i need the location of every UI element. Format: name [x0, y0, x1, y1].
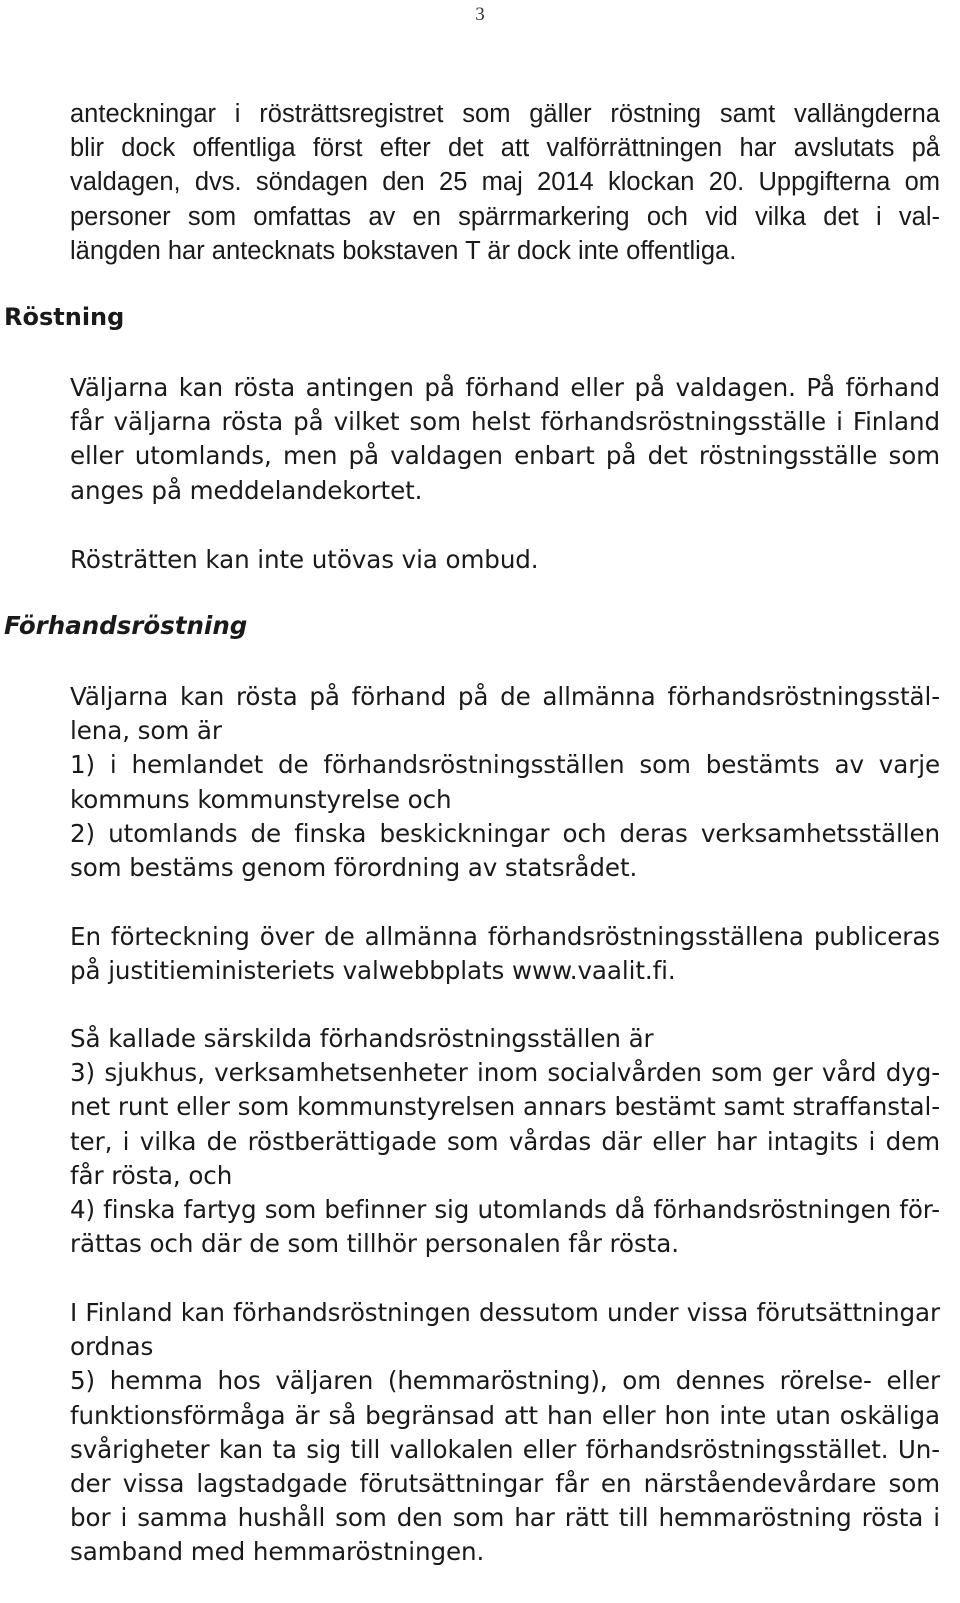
text-line: I Finland kan förhandsröstningen dessutom under vissa förutsättningar: [70, 1298, 940, 1327]
text-line: funktionsförmåga är så begränsad att han eller hon inte utan oskäliga: [70, 1400, 940, 1430]
text-line: der vissa lagstadgade förutsättningar får en närståendevårdare som: [70, 1469, 940, 1499]
text-line: eller utomlands, men på valdagen enbart på det röstningsställe som: [70, 441, 940, 471]
forhand-paragraph-1: [70, 680, 940, 885]
page-number: 3: [475, 4, 485, 25]
section-heading-forhandsrostning: Förhandsröstning: [4, 611, 248, 640]
rostning-paragraph-1: [70, 371, 940, 508]
text-line: ordnas: [70, 1332, 154, 1362]
text-line: längden har antecknats bokstaven T är dock inte offentliga.: [70, 236, 737, 265]
text-line: Så kallade särskilda förhandsröstningsställen är: [70, 1024, 654, 1053]
text-line: rättas och där de som tillhör personalen får rösta.: [70, 1229, 679, 1259]
text-line: som bestäms genom förordning av statsrådet.: [70, 853, 638, 883]
forhand-paragraph-2: [70, 920, 940, 988]
text-line: En förteckning över de allmänna förhandsröstningsställena publiceras: [70, 922, 940, 951]
text-line: 4) finska fartyg som befinner sig utomlands då förhandsröstningen för-: [70, 1195, 940, 1225]
text-line: Väljarna kan rösta på förhand på de allmänna förhandsröstningsstäl-: [70, 682, 940, 711]
text-line: Väljarna kan rösta antingen på förhand eller på valdagen. På förhand: [70, 373, 940, 402]
text-line: 1) i hemlandet de förhandsröstningsställen som bestämts av varje: [70, 750, 940, 780]
section-heading-rostning: Röstning: [4, 303, 125, 331]
text-line: svårigheter kan ta sig till vallokalen eller förhandsröstningsstället. Un-: [70, 1434, 940, 1464]
text-line: net runt eller som kommunstyrelsen annars bestämt samt straffanstal-: [70, 1092, 940, 1122]
text-line: lena, som är: [70, 716, 222, 746]
forhand-paragraph-4: [70, 1296, 940, 1570]
rostning-paragraph-2: [70, 543, 940, 577]
text-line: 3) sjukhus, verksamhetsenheter inom socialvården som ger vård dyg-: [70, 1058, 940, 1088]
text-line: 5) hemma hos väljaren (hemmaröstning), om dennes rörelse- eller: [70, 1366, 940, 1396]
text-line: bor i samma hushåll som den som har rätt till hemmaröstning rösta i: [70, 1503, 940, 1533]
text-line: på justitieministeriets valwebbplats www.vaalit.fi.: [70, 956, 676, 986]
text-line: får rösta, och: [70, 1160, 233, 1190]
text-line: 2) utomlands de finska beskickningar och deras verksamhetsställen: [70, 818, 940, 848]
text-line: får väljarna rösta på vilket som helst förhandsröstningsställe i Finland: [70, 407, 940, 437]
text-line: blir dock offentliga först efter det att valförrättningen har avslutats på: [70, 134, 940, 163]
forhand-paragraph-3: [70, 1022, 940, 1261]
text-line: kommuns kommunstyrelse och: [70, 784, 452, 814]
text-line: anteckningar i rösträttsregistret som gäller röstning samt vallängderna: [70, 100, 940, 128]
text-line: anges på meddelandekortet.: [70, 475, 423, 505]
text-line: Rösträtten kan inte utövas via ombud.: [70, 545, 539, 574]
text-line: samband med hemmaröstningen.: [70, 1537, 485, 1567]
text-line: ter, i vilka de röstberättigade som vårdas där eller har intagits i dem: [70, 1126, 940, 1156]
text-line: valdagen, dvs. söndagen den 25 maj 2014 klockan 20. Uppgifterna om: [70, 168, 940, 197]
text-line: personer som omfattas av en spärrmarkering och vid vilka det i val-: [70, 202, 940, 231]
intro-paragraph: [70, 97, 940, 268]
